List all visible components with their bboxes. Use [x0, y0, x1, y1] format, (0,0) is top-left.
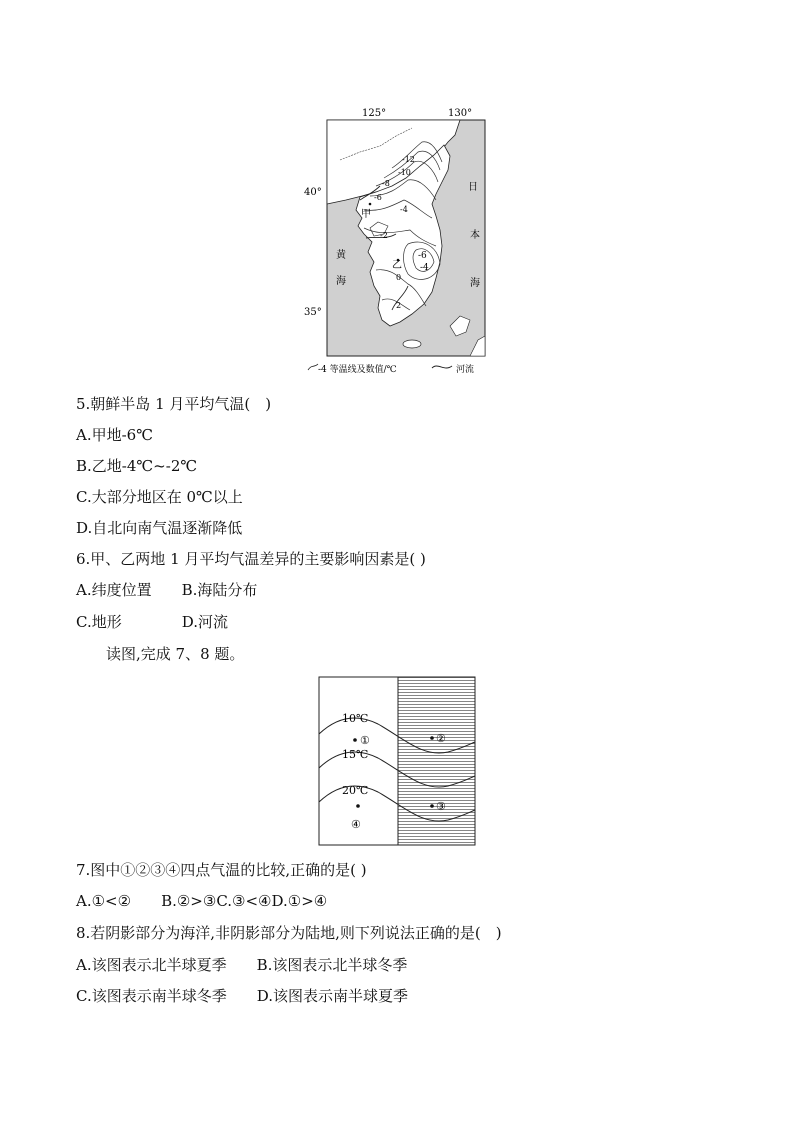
legend-isotherm-symbol: [308, 364, 318, 370]
q6-stem: 6.甲、乙两地 1 月平均气温差异的主要影响因素是( ): [76, 550, 426, 568]
q8-options-row1[interactable]: A.该图表示北半球夏季 B.该图表示北半球冬季: [76, 956, 408, 974]
isotherm-label: -6: [418, 251, 427, 261]
isotherm-label-15: 15℃: [342, 748, 369, 761]
lat-label-40: 40°: [304, 187, 322, 198]
figure2-svg: [318, 676, 478, 848]
q7-stem: 7.图中①②③④四点气温的比较,正确的是( ): [76, 861, 367, 879]
instruction-7-8: 读图,完成 7、8 题。: [106, 645, 245, 663]
lat-label-35: 35°: [304, 307, 322, 318]
legend-isotherm: -4 等温线及数值/℃: [318, 365, 397, 375]
isotherm-label: 2: [396, 301, 402, 310]
island-jeju: [403, 340, 421, 348]
q6-options-row1[interactable]: A.纬度位置 B.海陆分布: [76, 581, 258, 599]
isotherm-label-10: 10℃: [342, 712, 369, 725]
isotherm-label: -12: [402, 155, 415, 164]
q8-options-row2[interactable]: C.该图表示南半球冬季 D.该图表示南半球夏季: [76, 987, 408, 1005]
point-4-dot: [356, 804, 360, 808]
place-jia: 甲: [361, 209, 371, 220]
sea-shaded-area: [398, 677, 475, 845]
isotherm-label: -4: [400, 205, 408, 214]
yellow-sea-char: 海: [336, 276, 346, 287]
map-svg: [300, 100, 500, 380]
point-1-label: ①: [360, 734, 370, 747]
place-yi: 乙: [392, 260, 402, 271]
isotherm-label: -10: [398, 168, 411, 177]
jia-marker: [369, 203, 372, 206]
isotherm-label: -6: [374, 193, 382, 202]
q8-stem: 8.若阴影部分为海洋,非阴影部分为陆地,则下列说法正确的是( ): [76, 924, 502, 942]
q5-option-a[interactable]: A.甲地-6℃: [76, 426, 153, 444]
point-1-dot: [353, 738, 357, 742]
peninsula-isotherm-map: [300, 100, 500, 380]
point-2-label: ②: [436, 732, 446, 745]
legend-river: 河流: [456, 365, 475, 375]
japan-sea-char: 日: [468, 182, 478, 193]
point-2-dot: [430, 736, 434, 740]
yellow-sea-char: 黄: [336, 250, 346, 261]
lon-label-130: 130°: [448, 108, 473, 119]
q7-options[interactable]: A.①<② B.②>③C.③<④D.①>④: [76, 892, 328, 910]
lon-label-125: 125°: [362, 108, 387, 119]
isotherm-label-20: 20℃: [342, 784, 369, 797]
point-4-label: ④: [351, 818, 361, 831]
point-3-label: ③: [436, 800, 446, 813]
q6-options-row2[interactable]: C.地形 D.河流: [76, 613, 228, 631]
isotherm-label: -4: [420, 263, 429, 273]
land-sea-isotherm-figure: [318, 676, 478, 848]
legend-river-symbol: [432, 366, 452, 368]
q5-option-c[interactable]: C.大部分地区在 0℃以上: [76, 488, 243, 506]
japan-sea-char: 本: [470, 230, 480, 241]
point-3-dot: [430, 804, 434, 808]
isotherm-label: 0: [396, 273, 402, 282]
q5-stem: 5.朝鲜半岛 1 月平均气温( ): [76, 395, 272, 413]
q5-option-d[interactable]: D.自北向南气温逐渐降低: [76, 519, 243, 537]
isotherm-label: -8: [382, 179, 390, 188]
isotherm-label: -2: [380, 231, 388, 240]
q5-option-b[interactable]: B.乙地-4℃~-2℃: [76, 457, 198, 475]
japan-sea-char: 海: [470, 278, 480, 289]
